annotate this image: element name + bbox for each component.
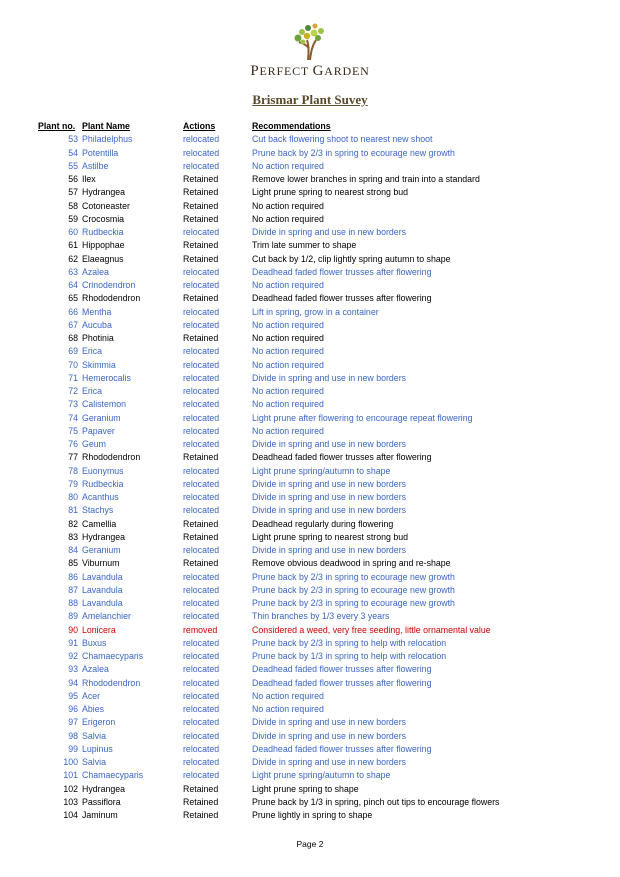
table-row [38, 584, 592, 597]
plant-name-cell: Hemerocalis [82, 372, 131, 383]
plant-name-cell: Erica [82, 346, 103, 357]
plant-no-cell: 104 [63, 810, 78, 820]
action-cell: relocated [183, 266, 220, 277]
action-cell: relocated [183, 704, 220, 714]
plant-no-cell: 100 [63, 757, 78, 767]
action-cell: Retained [183, 810, 219, 820]
plant-name-cell: Salvia [82, 757, 106, 767]
brand-logo [0, 22, 620, 84]
plant-no-cell: 66 [68, 306, 78, 317]
action-cell: Retained [183, 333, 219, 343]
plant-no-cell: 74 [68, 412, 78, 423]
table-header-row [38, 120, 592, 133]
recommendation-cell: Divide in spring and use in new borders [252, 372, 407, 383]
table-row [38, 438, 592, 451]
plant-name-cell: Passiflora [82, 796, 121, 807]
header-actions: Actions [183, 121, 216, 131]
action-cell: relocated [183, 346, 220, 357]
recommendation-cell: Cut back by 1/2, clip lightly spring autumn to shape [252, 253, 451, 264]
recommendation-cell: Light prune spring to shape [252, 783, 359, 794]
recommendation-cell: Remove lower branches in spring and train into a standard [252, 174, 480, 184]
table-row [38, 213, 592, 226]
plant-no-cell: 75 [68, 425, 78, 436]
table-row [38, 796, 592, 809]
table-row [38, 769, 592, 782]
table-row [38, 133, 592, 146]
plant-name-cell: Mentha [82, 306, 112, 317]
table-row [38, 425, 592, 438]
plant-name-cell: Lavandula [82, 584, 123, 595]
table-row [38, 491, 592, 504]
plant-name-cell: Acer [82, 690, 101, 701]
plant-no-cell: 101 [63, 770, 78, 781]
table-row [38, 716, 592, 729]
recommendation-cell: Light prune spring to nearest strong bud [252, 531, 409, 542]
plant-name-cell: Buxus [82, 637, 107, 648]
recommendation-cell: No action required [252, 213, 324, 224]
action-cell: Retained [183, 783, 219, 794]
plant-name-cell: Geranium [82, 412, 121, 423]
table-row [38, 332, 592, 345]
action-cell: relocated [183, 160, 220, 171]
plant-name-cell: Rhododendron [82, 293, 141, 304]
plant-no-cell: 63 [68, 266, 78, 277]
action-cell: Retained [183, 240, 219, 251]
table-row [38, 650, 592, 663]
table-row [38, 266, 592, 279]
action-cell: relocated [183, 280, 220, 290]
plant-no-cell: 81 [68, 505, 78, 516]
action-cell: Retained [183, 213, 219, 224]
recommendation-cell: No action required [252, 280, 324, 290]
action-cell: relocated [183, 598, 220, 608]
recommendation-cell: Light prune spring/autumn to shape [252, 465, 391, 476]
plant-name-cell: Salvia [82, 730, 106, 741]
plant-no-cell: 98 [68, 730, 78, 741]
action-cell: relocated [183, 757, 220, 767]
recommendation-cell: No action required [252, 386, 324, 396]
table-row [38, 359, 592, 372]
recommendation-cell: Divide in spring and use in new borders [252, 492, 407, 502]
plant-name-cell: Hydrangea [82, 187, 126, 198]
plant-name-cell: Euonymus [82, 465, 124, 476]
plant-no-cell: 78 [68, 465, 78, 476]
action-cell: relocated [183, 651, 220, 661]
plant-name-cell: Jaminum [82, 810, 118, 820]
action-cell: relocated [183, 227, 220, 237]
plant-no-cell: 53 [68, 134, 78, 145]
action-cell: relocated [183, 743, 220, 754]
plant-name-cell: Crinodendron [82, 280, 136, 290]
plant-name-cell: Stachys [82, 505, 114, 516]
plant-no-cell: 99 [68, 743, 78, 754]
recommendation-cell: Deadhead faded flower trusses after flowering [252, 677, 432, 688]
recommendation-cell: Light prune after flowering to encourage repeat flowering [252, 412, 473, 423]
recommendation-cell: Prune back by 2/3 in spring to ecourage new growth [252, 147, 455, 158]
table-row [38, 239, 592, 252]
plant-no-cell: 70 [68, 359, 78, 370]
plant-no-cell: 80 [68, 492, 78, 502]
action-cell: removed [183, 624, 218, 635]
table-row [38, 518, 592, 531]
action-cell: relocated [183, 677, 220, 688]
recommendation-cell: Deadhead faded flower trusses after flowering [252, 664, 432, 675]
plant-name-cell: Astilbe [82, 160, 109, 171]
action-cell: Retained [183, 187, 219, 198]
plant-no-cell: 55 [68, 160, 78, 171]
plant-no-cell: 54 [68, 147, 78, 158]
page-number: Page 2 [296, 839, 324, 849]
action-cell: relocated [183, 372, 220, 383]
plant-name-cell: Erigeron [82, 717, 116, 728]
action-cell: Retained [183, 253, 219, 264]
recommendation-cell: Divide in spring and use in new borders [252, 227, 407, 237]
plant-name-cell: Viburnum [82, 558, 120, 569]
plant-name-cell: Azalea [82, 664, 109, 675]
recommendation-cell: No action required [252, 425, 324, 436]
action-cell: relocated [183, 306, 220, 317]
table-row [38, 504, 592, 517]
action-cell: relocated [183, 611, 220, 622]
plant-no-cell: 62 [68, 253, 78, 264]
action-cell: relocated [183, 492, 220, 502]
table-row [38, 186, 592, 199]
plant-no-cell: 64 [68, 280, 78, 290]
header-recommendations: Recommendations [252, 121, 331, 131]
action-cell: Retained [183, 174, 219, 184]
plant-no-cell: 82 [68, 518, 78, 529]
plant-name-cell: Elaeagnus [82, 253, 124, 264]
action-cell: relocated [183, 505, 220, 516]
plant-no-cell: 102 [63, 783, 78, 794]
table-row [38, 398, 592, 411]
plant-no-cell: 60 [68, 227, 78, 237]
action-cell: relocated [183, 147, 220, 158]
action-cell: relocated [183, 717, 220, 728]
table-row [38, 557, 592, 570]
action-cell: relocated [183, 637, 220, 648]
action-cell: relocated [183, 134, 220, 145]
plant-name-cell: Skimmia [82, 359, 116, 370]
recommendation-cell: Prune back by 2/3 in spring to ecourage new growth [252, 598, 455, 608]
plant-no-cell: 89 [68, 611, 78, 622]
action-cell: Retained [183, 452, 219, 463]
recommendation-cell: Lift in spring, grow in a container [252, 306, 379, 317]
action-cell: relocated [183, 359, 220, 370]
plant-no-cell: 73 [68, 399, 78, 410]
table-row [38, 173, 592, 186]
recommendation-cell: Prune back by 2/3 in spring to ecourage new growth [252, 584, 455, 595]
plant-no-cell: 93 [68, 664, 78, 675]
plant-name-cell: Amelanchier [82, 611, 131, 622]
plant-no-cell: 95 [68, 690, 78, 701]
plant-no-cell: 83 [68, 531, 78, 542]
plant-no-cell: 67 [68, 319, 78, 330]
plant-name-cell: Hippophae [82, 240, 125, 251]
table-row [38, 730, 592, 743]
plant-name-cell: Chamaecyparis [82, 651, 144, 661]
plant-no-cell: 97 [68, 717, 78, 728]
recommendation-cell: Thin branches by 1/3 every 3 years [252, 611, 390, 622]
page-title: Brismar Plant Suvey [252, 92, 368, 107]
header-plant-no: Plant no. [38, 121, 76, 131]
table-row [38, 531, 592, 544]
recommendation-cell: No action required [252, 319, 324, 330]
action-cell: relocated [183, 439, 220, 449]
recommendation-cell: Light prune spring to nearest strong bud [252, 187, 409, 198]
table-row [38, 306, 592, 319]
action-cell: Retained [183, 293, 219, 304]
recommendation-cell: Prune back by 1/3 in spring to help with relocation [252, 651, 447, 661]
table-row [38, 160, 592, 173]
plant-name-cell: Potentilla [82, 147, 119, 158]
plant-no-cell: 57 [68, 187, 78, 198]
plant-name-cell: Abies [82, 704, 105, 714]
recommendation-cell: Prune back by 1/3 in spring, pinch out tips to encourage flowers [252, 796, 500, 807]
recommendation-cell: Prune back by 2/3 in spring to help with relocation [252, 637, 447, 648]
plant-no-cell: 58 [68, 200, 78, 211]
action-cell: Retained [183, 796, 219, 807]
table-row [38, 703, 592, 716]
action-cell: relocated [183, 478, 220, 489]
plant-no-cell: 96 [68, 704, 78, 714]
plant-name-cell: Geum [82, 439, 106, 449]
plant-no-cell: 76 [68, 439, 78, 449]
brand-name: PERFECT GARDEN [250, 63, 370, 79]
action-cell: Retained [183, 558, 219, 569]
recommendation-cell: Deadhead faded flower trusses after flowering [252, 266, 432, 277]
plant-no-cell: 61 [68, 240, 78, 251]
plant-no-cell: 79 [68, 478, 78, 489]
plant-no-cell: 85 [68, 558, 78, 569]
action-cell: relocated [183, 412, 220, 423]
plant-name-cell: Lavandula [82, 571, 123, 582]
plant-name-cell: Chamaecyparis [82, 770, 144, 781]
action-cell: relocated [183, 399, 220, 410]
plant-no-cell: 69 [68, 346, 78, 357]
plant-no-cell: 92 [68, 651, 78, 661]
plant-no-cell: 103 [63, 796, 78, 807]
plant-name-cell: Aucuba [82, 319, 112, 330]
plant-name-cell: Crocosmia [82, 213, 125, 224]
plant-name-cell: Hydrangea [82, 783, 126, 794]
table-row [38, 677, 592, 690]
recommendation-cell: No action required [252, 690, 324, 701]
table-row [38, 637, 592, 650]
table-row [38, 319, 592, 332]
plant-no-cell: 72 [68, 386, 78, 396]
plant-no-cell: 65 [68, 293, 78, 304]
recommendation-cell: No action required [252, 346, 324, 357]
action-cell: relocated [183, 319, 220, 330]
action-cell: relocated [183, 571, 220, 582]
action-cell: Retained [183, 518, 219, 529]
plant-no-cell: 59 [68, 213, 78, 224]
table-row [38, 412, 592, 425]
table-row [38, 809, 592, 822]
plant-no-cell: 87 [68, 584, 78, 595]
plant-no-cell: 88 [68, 598, 78, 608]
table-row [38, 253, 592, 266]
recommendation-cell: Deadhead regularly during flowering [252, 518, 394, 529]
table-row [38, 147, 592, 160]
recommendation-cell: Divide in spring and use in new borders [252, 439, 407, 449]
table-row [38, 783, 592, 796]
table-row [38, 743, 592, 756]
plant-name-cell: Photinia [82, 333, 114, 343]
table-row [38, 624, 592, 637]
action-cell: relocated [183, 770, 220, 781]
plant-name-cell: Camellia [82, 518, 117, 529]
plant-name-cell: Philadelphus [82, 134, 133, 145]
table-row [38, 571, 592, 584]
table-row [38, 690, 592, 703]
plant-name-cell: Lupinus [82, 743, 113, 754]
action-cell: relocated [183, 584, 220, 595]
recommendation-cell: Divide in spring and use in new borders [252, 717, 407, 728]
plant-name-cell: Erica [82, 386, 103, 396]
plant-name-cell: Rudbeckia [82, 227, 124, 237]
table-row [38, 465, 592, 478]
plant-no-cell: 90 [68, 624, 78, 635]
recommendation-cell: Remove obvious deadwood in spring and re-shape [252, 558, 451, 569]
plant-no-cell: 91 [68, 637, 78, 648]
action-cell: Retained [183, 531, 219, 542]
action-cell: relocated [183, 425, 220, 436]
recommendation-cell: Prune lightly in spring to shape [252, 810, 373, 820]
plant-name-cell: Lonicera [82, 624, 116, 635]
plant-no-cell: 94 [68, 677, 78, 688]
recommendation-cell: Light prune spring/autumn to shape [252, 770, 391, 781]
table-row [38, 279, 592, 292]
action-cell: relocated [183, 386, 220, 396]
recommendation-cell: No action required [252, 160, 324, 171]
table-row [38, 226, 592, 239]
table-row [38, 478, 592, 491]
plant-name-cell: Azalea [82, 266, 109, 277]
recommendation-cell: Divide in spring and use in new borders [252, 757, 407, 767]
plant-name-cell: Cotoneaster [82, 200, 130, 211]
recommendation-cell: Divide in spring and use in new borders [252, 545, 407, 555]
recommendation-cell: No action required [252, 333, 324, 343]
table-row [38, 200, 592, 213]
plant-name-cell: Acanthus [82, 492, 119, 502]
table-row [38, 451, 592, 464]
plant-no-cell: 71 [68, 372, 78, 383]
plant-no-cell: 84 [68, 545, 78, 555]
plant-name-cell: Ilex [82, 174, 96, 184]
table-row [38, 610, 592, 623]
action-cell: relocated [183, 545, 220, 555]
recommendation-cell: No action required [252, 200, 324, 211]
table-row [38, 385, 592, 398]
table-row [38, 597, 592, 610]
plant-name-cell: Lavandula [82, 598, 123, 608]
recommendation-cell: Deadhead faded flower trusses after flowering [252, 293, 432, 304]
action-cell: relocated [183, 730, 220, 741]
plant-no-cell: 56 [68, 174, 78, 184]
recommendation-cell: Cut back flowering shoot to nearest new shoot [252, 134, 433, 145]
tree-icon [290, 22, 330, 62]
plant-name-cell: Rudbeckia [82, 478, 124, 489]
recommendation-cell: No action required [252, 359, 324, 370]
recommendation-cell: Trim late summer to shape [252, 240, 357, 251]
recommendation-cell: No action required [252, 704, 324, 714]
recommendation-cell: No action required [252, 399, 324, 410]
recommendation-cell: Divide in spring and use in new borders [252, 478, 407, 489]
plant-no-cell: 77 [68, 452, 78, 463]
action-cell: relocated [183, 690, 220, 701]
plant-name-cell: Calistemon [82, 399, 127, 410]
table-row [38, 292, 592, 305]
plant-name-cell: Geranium [82, 545, 121, 555]
plant-name-cell: Rhododendron [82, 452, 141, 463]
action-cell: Retained [183, 200, 219, 211]
table-row [38, 345, 592, 358]
header-plant-name: Plant Name [82, 121, 130, 131]
action-cell: relocated [183, 664, 220, 675]
recommendation-cell: Deadhead faded flower trusses after flowering [252, 743, 432, 754]
recommendation-cell: Prune back by 2/3 in spring to ecourage new growth [252, 571, 455, 582]
table-row [38, 544, 592, 557]
plant-survey-table [38, 120, 592, 822]
plant-name-cell: Papaver [82, 425, 115, 436]
recommendation-cell: Considered a weed, very free seeding, little ornamental value [252, 624, 491, 635]
table-row [38, 372, 592, 385]
plant-name-cell: Hydrangea [82, 531, 126, 542]
recommendation-cell: Divide in spring and use in new borders [252, 505, 407, 516]
action-cell: relocated [183, 465, 220, 476]
table-row [38, 756, 592, 769]
plant-no-cell: 86 [68, 571, 78, 582]
plant-name-cell: Rhododendron [82, 677, 141, 688]
table-row [38, 663, 592, 676]
recommendation-cell: Deadhead faded flower trusses after flowering [252, 452, 432, 463]
recommendation-cell: Divide in spring and use in new borders [252, 730, 407, 741]
plant-no-cell: 68 [68, 333, 78, 343]
